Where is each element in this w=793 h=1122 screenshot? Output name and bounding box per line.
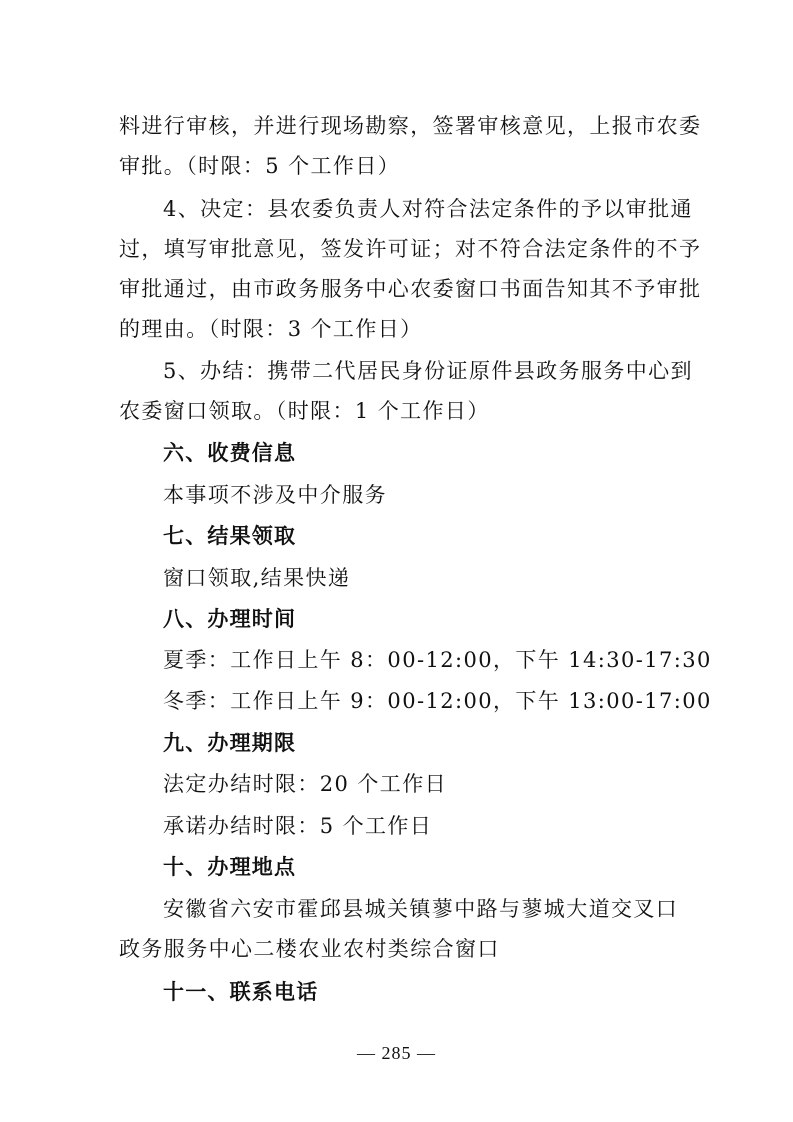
paragraph-line: 审批。（时限：5 个工作日） [119, 154, 401, 178]
paragraph-line: 4、决定：县农委负责人对符合法定条件的予以审批通 [163, 197, 693, 221]
fees-text: 本事项不涉及中介服务 [163, 483, 387, 507]
paragraph-line: 农委窗口领取。（时限：1 个工作日） [119, 399, 490, 423]
hours-winter: 冬季：工作日上午 9：00-12:00，下午 13:00-17:00 [163, 689, 712, 713]
paragraph-line: 审批通过，由市政务服务中心农委窗口书面告知其不予审批 [119, 277, 702, 301]
paragraph-line: 的理由。（时限：3 个工作日） [119, 317, 423, 341]
paragraph-line: 过，填写审批意见，签发许可证；对不符合法定条件的不予 [119, 237, 702, 261]
paragraph-line: 5、办结：携带二代居民身份证原件县政务服务中心到 [163, 359, 693, 383]
section-heading-contact: 十一、联系电话 [163, 980, 319, 1004]
location-line: 政务服务中心二楼农业农村类综合窗口 [119, 937, 500, 961]
result-text: 窗口领取,结果快递 [163, 566, 351, 590]
deadline-legal: 法定办结时限：20 个工作日 [163, 772, 447, 796]
section-heading-location: 十、办理地点 [163, 855, 297, 879]
paragraph-line: 料进行审核，并进行现场勘察，签署审核意见，上报市农委 [119, 114, 702, 138]
page-number: — 285 — [357, 1043, 436, 1063]
section-heading-fees: 六、收费信息 [163, 441, 297, 465]
section-heading-result: 七、结果领取 [163, 524, 297, 548]
section-heading-hours: 八、办理时间 [163, 607, 297, 631]
section-heading-deadline: 九、办理期限 [163, 731, 297, 755]
hours-summer: 夏季：工作日上午 8：00-12:00，下午 14:30-17:30 [163, 648, 712, 672]
deadline-promised: 承诺办结时限：5 个工作日 [163, 814, 433, 838]
location-line: 安徽省六安市霍邱县城关镇蓼中路与蓼城大道交叉口 [163, 897, 679, 921]
